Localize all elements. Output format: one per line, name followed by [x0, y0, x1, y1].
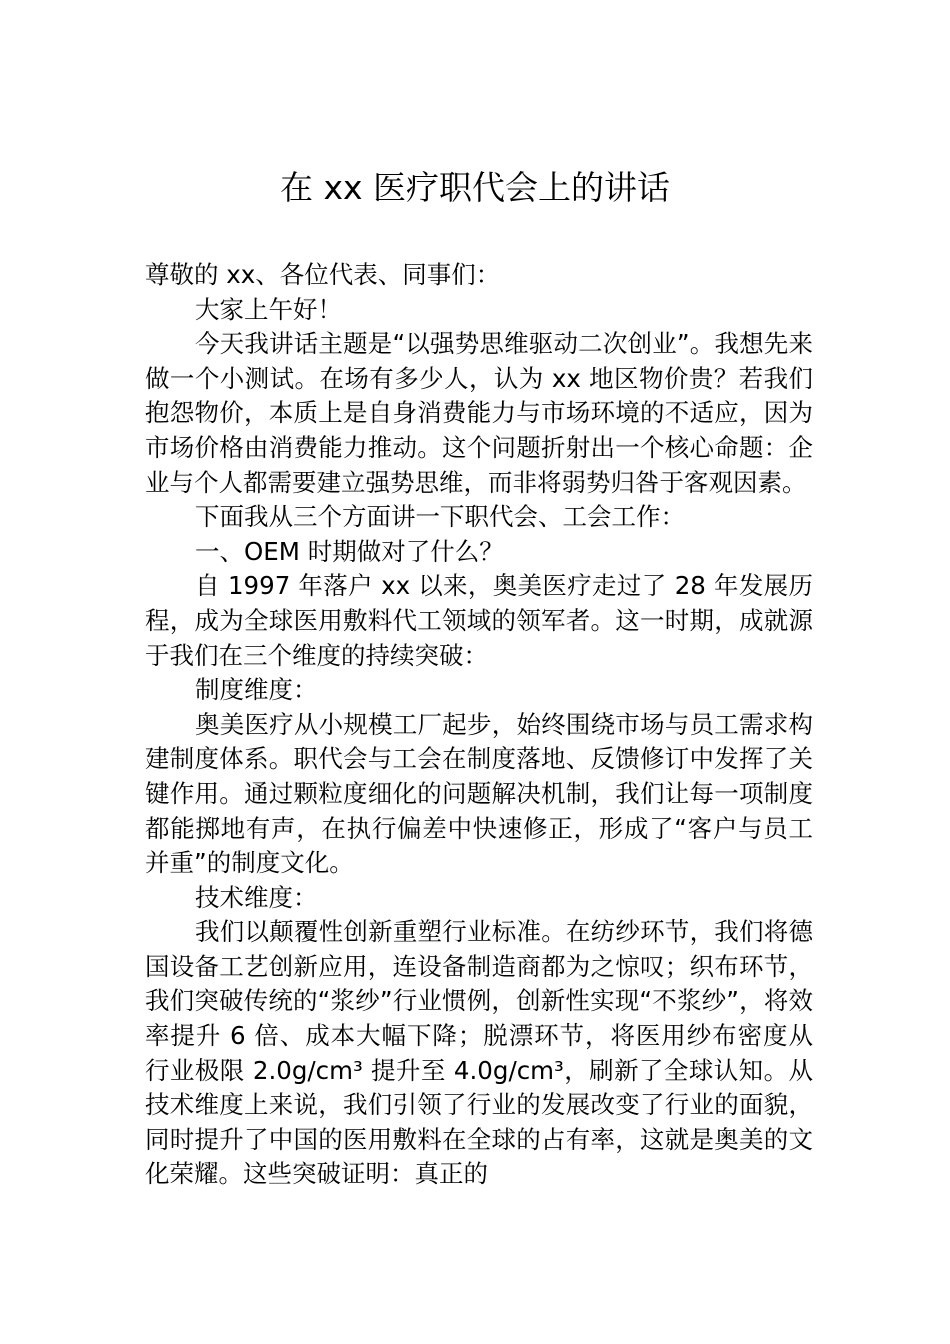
document-title: 在 xx 医疗职代会上的讲话	[279, 168, 671, 207]
paragraph: 奥美医疗从小规模工厂起步，始终围绕市场与员工需求构建制度体系。职代会与工会在制度落地、反馈修订中发挥了关键作用。通过颗粒度细化的问题解决机制，我们让每一项制度都能掷地有声，在执行偏差中快速修正，形成了“客户与员工并重”的制度文化。	[145, 709, 813, 878]
document-body	[145, 258, 813, 1192]
greeting: 大家上午好！	[195, 294, 342, 324]
section-heading: 一、OEM 时期做对了什么？	[195, 536, 504, 566]
paragraph: 下面我从三个方面讲一下职代会、工会工作：	[195, 502, 685, 532]
paragraph: 今天我讲话主题是“以强势思维驱动二次创业”。我想先来做一个小测试。在场有多少人，认为 xx 地区物价贵？若我们抱怨物价，本质上是自身消费能力与市场环境的不适应，因为市场价格由消费能力推动。这个问题折射出一个核心命题：企业与个人都需要建立强势思维，而非将弱势归咎于客观因素。	[145, 329, 813, 497]
salutation: 尊敬的 xx、各位代表、同事们：	[145, 260, 501, 289]
paragraph: 我们以颠覆性创新重塑行业标准。在纺纱环节，我们将德国设备工艺创新应用，连设备制造商都为之惊叹；织布环节，我们突破传统的“浆纱”行业惯例，创新性实现“不浆纱”，将效率提升 6 倍、成本大幅下降；脱漂环节，将医用纱布密度从行业极限 2.0g/cm³ 提升至 4.0g/cm³，刷新了全球认知。从技术维度上来说，我们引领了行业的发展改变了行业的面貌，同时提升了中国的医用敷料在全球的占有率，这就是奥美的文化荣耀。这些突破证明：真正的	[145, 917, 813, 1189]
subsection-heading: 制度维度：	[195, 675, 318, 705]
subsection-heading: 技术维度：	[195, 882, 318, 912]
paragraph: 自 1997 年落户 xx 以来，奥美医疗走过了 28 年发展历程，成为全球医用敷料代工领域的领军者。这一时期，成就源于我们在三个维度的持续突破：	[145, 571, 813, 670]
